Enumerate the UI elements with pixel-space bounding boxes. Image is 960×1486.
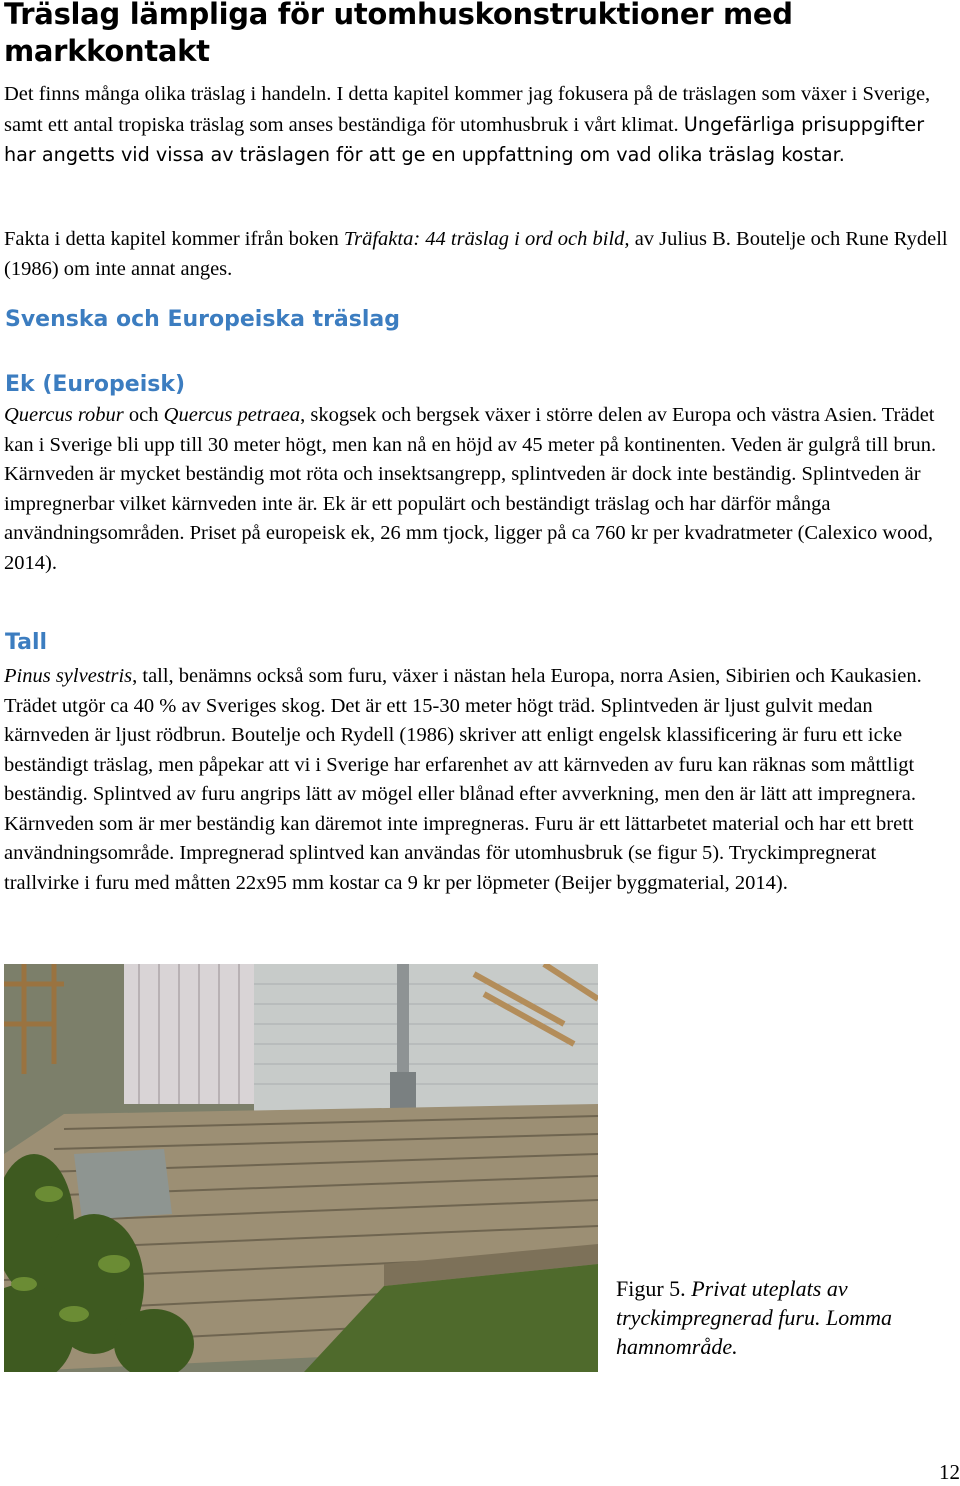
source-paragraph	[4, 225, 956, 284]
figure-caption	[616, 1274, 946, 1361]
patio-photo	[4, 964, 598, 1372]
source-after: av Julius B. Boutelje och Rune Rydell (1986) om inte annat anges.	[4, 228, 948, 280]
tall-paragraph	[4, 662, 956, 898]
figure-caption-text: Privat uteplats av tryckimpregnerad furu. Lomma hamnområde.	[616, 1276, 892, 1359]
ek-latin-1: Quercus robur	[4, 404, 124, 426]
book-title: Träfakta: 44 träslag i ord och bild,	[343, 228, 630, 250]
section-heading: Svenska och Europeiska träslag	[5, 307, 401, 332]
ek-och: och	[123, 404, 164, 426]
ek-heading: Ek (Europeisk)	[5, 372, 186, 397]
ek-paragraph	[4, 401, 956, 578]
ek-latin-2: Quercus petraea	[163, 404, 301, 426]
tall-latin: Pinus sylvestris	[4, 665, 133, 687]
tall-text: , tall, benämns också som furu, växer i nästan hela Europa, norra Asien, Sibirien och Kaukasien. Trädet utgör ca 40 % av Sveriges skog. Det är ett 15-30 meter högt träd. Splintveden är ljust gulvit medan kärnveden är ljust rödbrun. Boutelje och Rydell (1986) skriver att enligt engelsk klassificering är furu ett icke beständigt träslag, men påpekar att vi i Sverige har erfarenhet av att kärnveden av furu kan räknas som måttligt beständig. Splintved av furu angrips lätt av mögel eller blånad efter avverkning, men den är lätt att impregnera. Kärnveden som är mer beständig kan däremot inte impregneras. Furu är ett lättarbetet material och har ett brett användningsområde. Impregnerad splintved kan användas för utomhusbruk (se figur 5). Tryckimpregnerat trallvirke i furu med måtten 22x95 mm kostar ca 9 kr per löpmeter (Beijer byggmaterial, 2014).	[4, 665, 922, 894]
intro-text-a: Det finns många olika träslag i handeln. I detta kapitel kommer jag fokusera på de träslagen som växer i Sverige, samt ett antal tropiska träslag som anses beständiga för utomhusbruk i vårt klimat.	[4, 83, 931, 136]
figure-label: Figur 5.	[616, 1276, 686, 1301]
intro-paragraph	[4, 80, 956, 171]
ek-text: , skogsek och bergsek växer i större delen av Europa och västra Asien. Trädet kan i Sverige bli upp till 30 meter högt, men kan nå en höjd av 45 meter på kontinenten. Veden är gulgrå till brun. Kärnveden är mycket beständig mot röta och insektsangrepp, splintveden är dock inte beständig. Splintveden är impregnerbar vilket kärnveden inte är. Ek är ett populärt och beständigt träslag och har därför många användningsområden. Priset på europeisk ek, 26 mm tjock, ligger på ca 760 kr per kvadratmeter (Calexico wood, 2014).	[4, 404, 937, 574]
tall-heading: Tall	[5, 630, 48, 655]
source-before: Fakta i detta kapitel kommer ifrån boken	[4, 228, 344, 250]
page-title: Träslag lämpliga för utomhuskonstruktioner med markkontakt	[4, 0, 793, 68]
intro-text-b: Ungefärliga prisuppgifter har angetts vid vissa av träslagen för att ge en uppfattning om vad olika träslag kostar.	[4, 112, 925, 166]
page-number: 12	[939, 1460, 960, 1484]
